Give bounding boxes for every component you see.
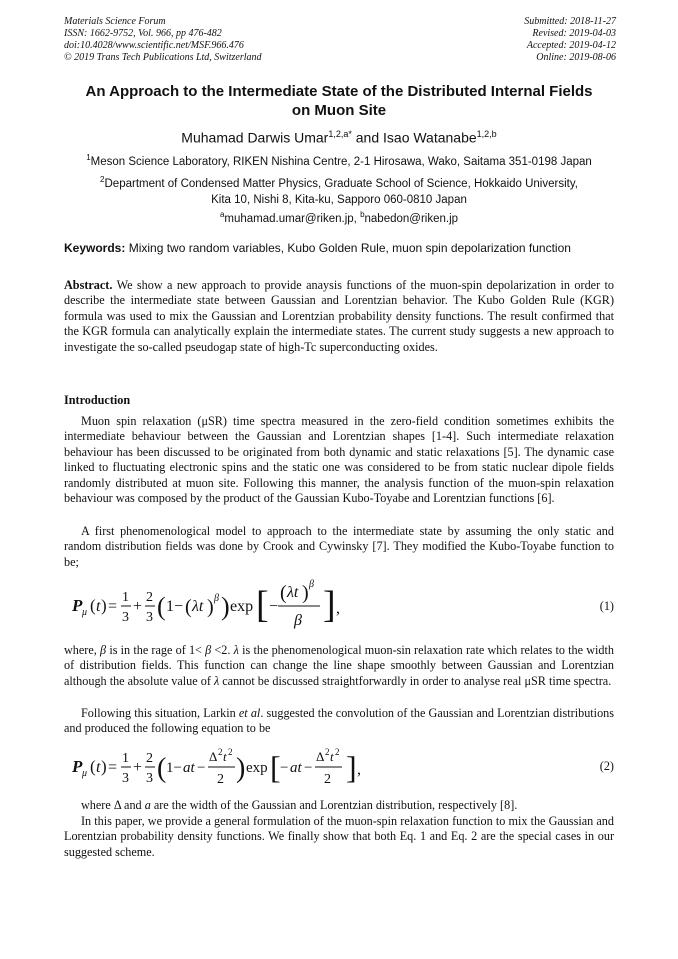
author-joiner: and	[351, 129, 384, 146]
text-run: are the width of the Gaussian and Lorentzian distribution, respectively [8].	[150, 798, 518, 812]
svg-text:,: ,	[357, 761, 361, 778]
svg-text:−: −	[280, 760, 289, 776]
author-emails	[60, 207, 618, 227]
affiliation-2	[60, 172, 618, 208]
svg-text:): )	[101, 757, 107, 776]
equation-number: (1)	[599, 599, 614, 613]
svg-text:): )	[302, 582, 309, 604]
svg-text:1−: 1−	[166, 760, 182, 776]
title-line-2: on Muon Site	[291, 102, 387, 119]
paper-title	[40, 82, 638, 120]
text-run: where Δ and	[81, 798, 145, 812]
svg-text:(: (	[157, 753, 167, 784]
svg-text:exp: exp	[246, 760, 268, 776]
svg-text:]: ]	[346, 749, 357, 785]
keywords	[64, 241, 624, 256]
paragraph: Muon spin relaxation (μSR) time spectra measured in the zero-field condition sometimes exhibits the intermediate behaviour between the Gaussian and Lorentzian shapes [1-4]. Such intermediate relaxation behaviour has been discussed to be originated from both dynamic and static relaxations [5]. The dynamic case linked to fluctuating electronic spins and the static one was considered to be from static nuclear dipole fields randomly distributed at muon site. Following this manner, the analysis function of the muon-spin relaxation behaviour was composed by the product of the Gaussian Kubo-Toyabe and Lorentzian functions [6].	[64, 414, 614, 506]
accepted-date: Accepted: 2019-04-12	[526, 40, 616, 51]
svg-text:(: (	[90, 596, 96, 615]
doi-line: doi:10.4028/www.scientific.net/MSF.966.476	[64, 40, 244, 51]
copyright-line: © 2019 Trans Tech Publications Ltd, Switzerland	[64, 52, 262, 63]
text-run: is in the rage of 1<	[106, 643, 206, 657]
svg-text:t: t	[330, 749, 334, 764]
author-list	[40, 125, 638, 147]
svg-text:exp: exp	[230, 598, 254, 615]
svg-text:λt: λt	[192, 598, 204, 615]
affiliation-1	[60, 150, 618, 170]
svg-text:3: 3	[146, 771, 153, 786]
revised-date: Revised: 2019-04-03	[532, 28, 616, 39]
svg-text:1−: 1−	[166, 598, 184, 615]
svg-text:=: =	[108, 759, 118, 776]
svg-text:Δ: Δ	[209, 749, 218, 764]
svg-text:μ: μ	[82, 768, 88, 779]
affiliation-superscript: 2	[100, 175, 105, 184]
svg-text:2: 2	[146, 590, 153, 605]
text-run: . suggested the convolution of the Gaussian and Lorentzian distributions and produced the following equation to be	[64, 706, 615, 736]
svg-text:3: 3	[122, 771, 129, 786]
text-run: is the phenomenological muon-sin relaxation rate which relates to the width of distribution fields. This function can change the line shape smoothly between Gaussian and Lorentzian although the absolute value of	[64, 643, 614, 688]
svg-text:t: t	[96, 759, 101, 776]
affiliation-text: Meson Science Laboratory, RIKEN Nishina Centre, 2-1 Hirosawa, Wako, Saitama 351-0198 Japan	[90, 155, 592, 168]
svg-text:+: +	[133, 598, 143, 615]
submission-dates	[524, 16, 616, 64]
svg-text:3: 3	[146, 610, 153, 625]
svg-text:(: (	[185, 596, 192, 618]
svg-text:−: −	[197, 760, 206, 776]
author-name: Isao Watanabe	[383, 129, 477, 146]
journal-info	[64, 16, 262, 64]
affiliation-text: Department of Condensed Matter Physics, Graduate School of Science, Hokkaido University,	[104, 177, 578, 190]
svg-text:): )	[101, 596, 107, 615]
online-date: Online: 2019-08-06	[536, 52, 616, 63]
email-link[interactable]: muhamad.umar@riken.jp,	[224, 212, 361, 225]
text-run: cannot be discussed straightforwardly in order to analyse real μSR time spectra.	[219, 673, 612, 688]
equation-1-formula	[70, 573, 310, 637]
svg-text:Δ: Δ	[316, 749, 325, 764]
svg-text:−: −	[269, 598, 279, 615]
author-name: Muhamad Darwis Umar	[181, 129, 329, 146]
svg-text:t: t	[223, 749, 227, 764]
symbol-a: a	[144, 798, 151, 812]
paragraph: In this paper, we provide a general formulation of the muon-spin relaxation function to mix the Gaussian and Lorentzian probability density functions. We finally show that both Eq. 1 and Eq. 2 are the special cases in our suggested scheme.	[64, 814, 614, 859]
svg-text:μ: μ	[82, 607, 88, 618]
symbol-beta: β	[100, 643, 107, 657]
abstract-text: We show a new approach to provide anaysis functions of the muon-spin depolarization in order to describe the intermediate state between Gaussian and Lorentzian behavior. The Kubo Golden Rule (KGR) formula was used to mix the Gaussian and Lorentzian probability density functions. The result confirmed that the KGR formula can analytically explain the intermediate states. The current study suggests a new approach to investigate the so-called pseudogap state of high-Tc superconducting oxides.	[64, 278, 614, 354]
svg-text:2: 2	[335, 747, 340, 757]
svg-text:at: at	[183, 760, 195, 776]
equation-number: (2)	[599, 759, 614, 773]
symbol-beta: β	[205, 643, 212, 657]
equation-2	[70, 742, 620, 801]
svg-text:2: 2	[218, 747, 223, 757]
equation-2-close	[346, 742, 368, 796]
author-superscript: 1,2,a*	[328, 129, 352, 139]
svg-text:β: β	[294, 612, 302, 629]
email-link[interactable]: nabedon@riken.jp	[364, 212, 459, 225]
paragraph: A first phenomenological model to approach to the intermediate state by assuming the only static and random distribution fields was done by Crook and Cywinsky [7]. They modified the Kubo-Toyabe function to be;	[64, 524, 614, 569]
text-run: <2.	[211, 643, 234, 657]
svg-text:β: β	[214, 593, 219, 604]
svg-text:=: =	[108, 598, 118, 615]
svg-text:]: ]	[323, 584, 336, 626]
issn-line: ISSN: 1662-9752, Vol. 966, pp 476-482	[64, 28, 222, 39]
svg-text:1: 1	[122, 751, 129, 766]
equation-1-exponent	[278, 573, 368, 637]
text-run: Following this situation, Larkin	[81, 706, 239, 720]
svg-text:): )	[236, 753, 246, 784]
text-run: where,	[64, 643, 101, 657]
keywords-text: Mixing two random variables, Kubo Golden Rule, muon spin depolarization function	[125, 241, 571, 255]
author-superscript: 1,2,b	[476, 129, 497, 139]
abstract-label: Abstract.	[64, 278, 113, 292]
svg-text:λt: λt	[287, 584, 299, 601]
equation-1	[70, 573, 620, 642]
symbol-lambda: λ	[213, 673, 220, 688]
abstract	[64, 278, 614, 355]
affiliation-text: Kita 10, Nishi 8, Kita-ku, Sapporo 060-0810 Japan	[211, 193, 467, 206]
paragraph	[64, 706, 614, 737]
svg-text:(: (	[90, 757, 96, 776]
svg-text:P: P	[72, 596, 83, 615]
email-superscript: b	[360, 210, 365, 219]
svg-text:3: 3	[122, 610, 129, 625]
svg-text:(: (	[157, 592, 166, 621]
svg-text:P: P	[72, 757, 83, 776]
section-heading: Introduction	[64, 393, 131, 407]
paragraph	[64, 798, 614, 813]
paragraph	[64, 643, 614, 689]
text-italic: et al	[238, 706, 261, 720]
submitted-date: Submitted: 2018-11-27	[524, 16, 616, 27]
svg-text:(: (	[280, 582, 287, 604]
keywords-label: Keywords:	[64, 241, 126, 255]
svg-text:2: 2	[146, 751, 153, 766]
svg-text:): )	[221, 592, 230, 621]
svg-text:[: [	[270, 749, 281, 785]
svg-text:2: 2	[325, 747, 330, 757]
svg-text:1: 1	[122, 590, 129, 605]
svg-text:2: 2	[324, 772, 331, 787]
svg-text:t: t	[96, 598, 101, 615]
svg-text:β: β	[309, 579, 314, 590]
svg-text:−: −	[304, 760, 313, 776]
svg-text:[: [	[256, 584, 269, 626]
equation-2-formula	[70, 742, 350, 796]
svg-text:+: +	[133, 759, 143, 776]
svg-text:at: at	[290, 760, 302, 776]
svg-text:2: 2	[228, 747, 233, 757]
svg-text:,: ,	[336, 600, 340, 617]
svg-text:2: 2	[217, 772, 224, 787]
affiliation-superscript: 1	[86, 153, 91, 162]
email-superscript: a	[219, 210, 225, 219]
title-line-1: An Approach to the Intermediate State of the Distributed Internal Fields	[85, 83, 593, 100]
journal-name: Materials Science Forum	[64, 16, 166, 27]
svg-text:): )	[207, 596, 214, 618]
symbol-lambda: λ	[233, 643, 239, 657]
